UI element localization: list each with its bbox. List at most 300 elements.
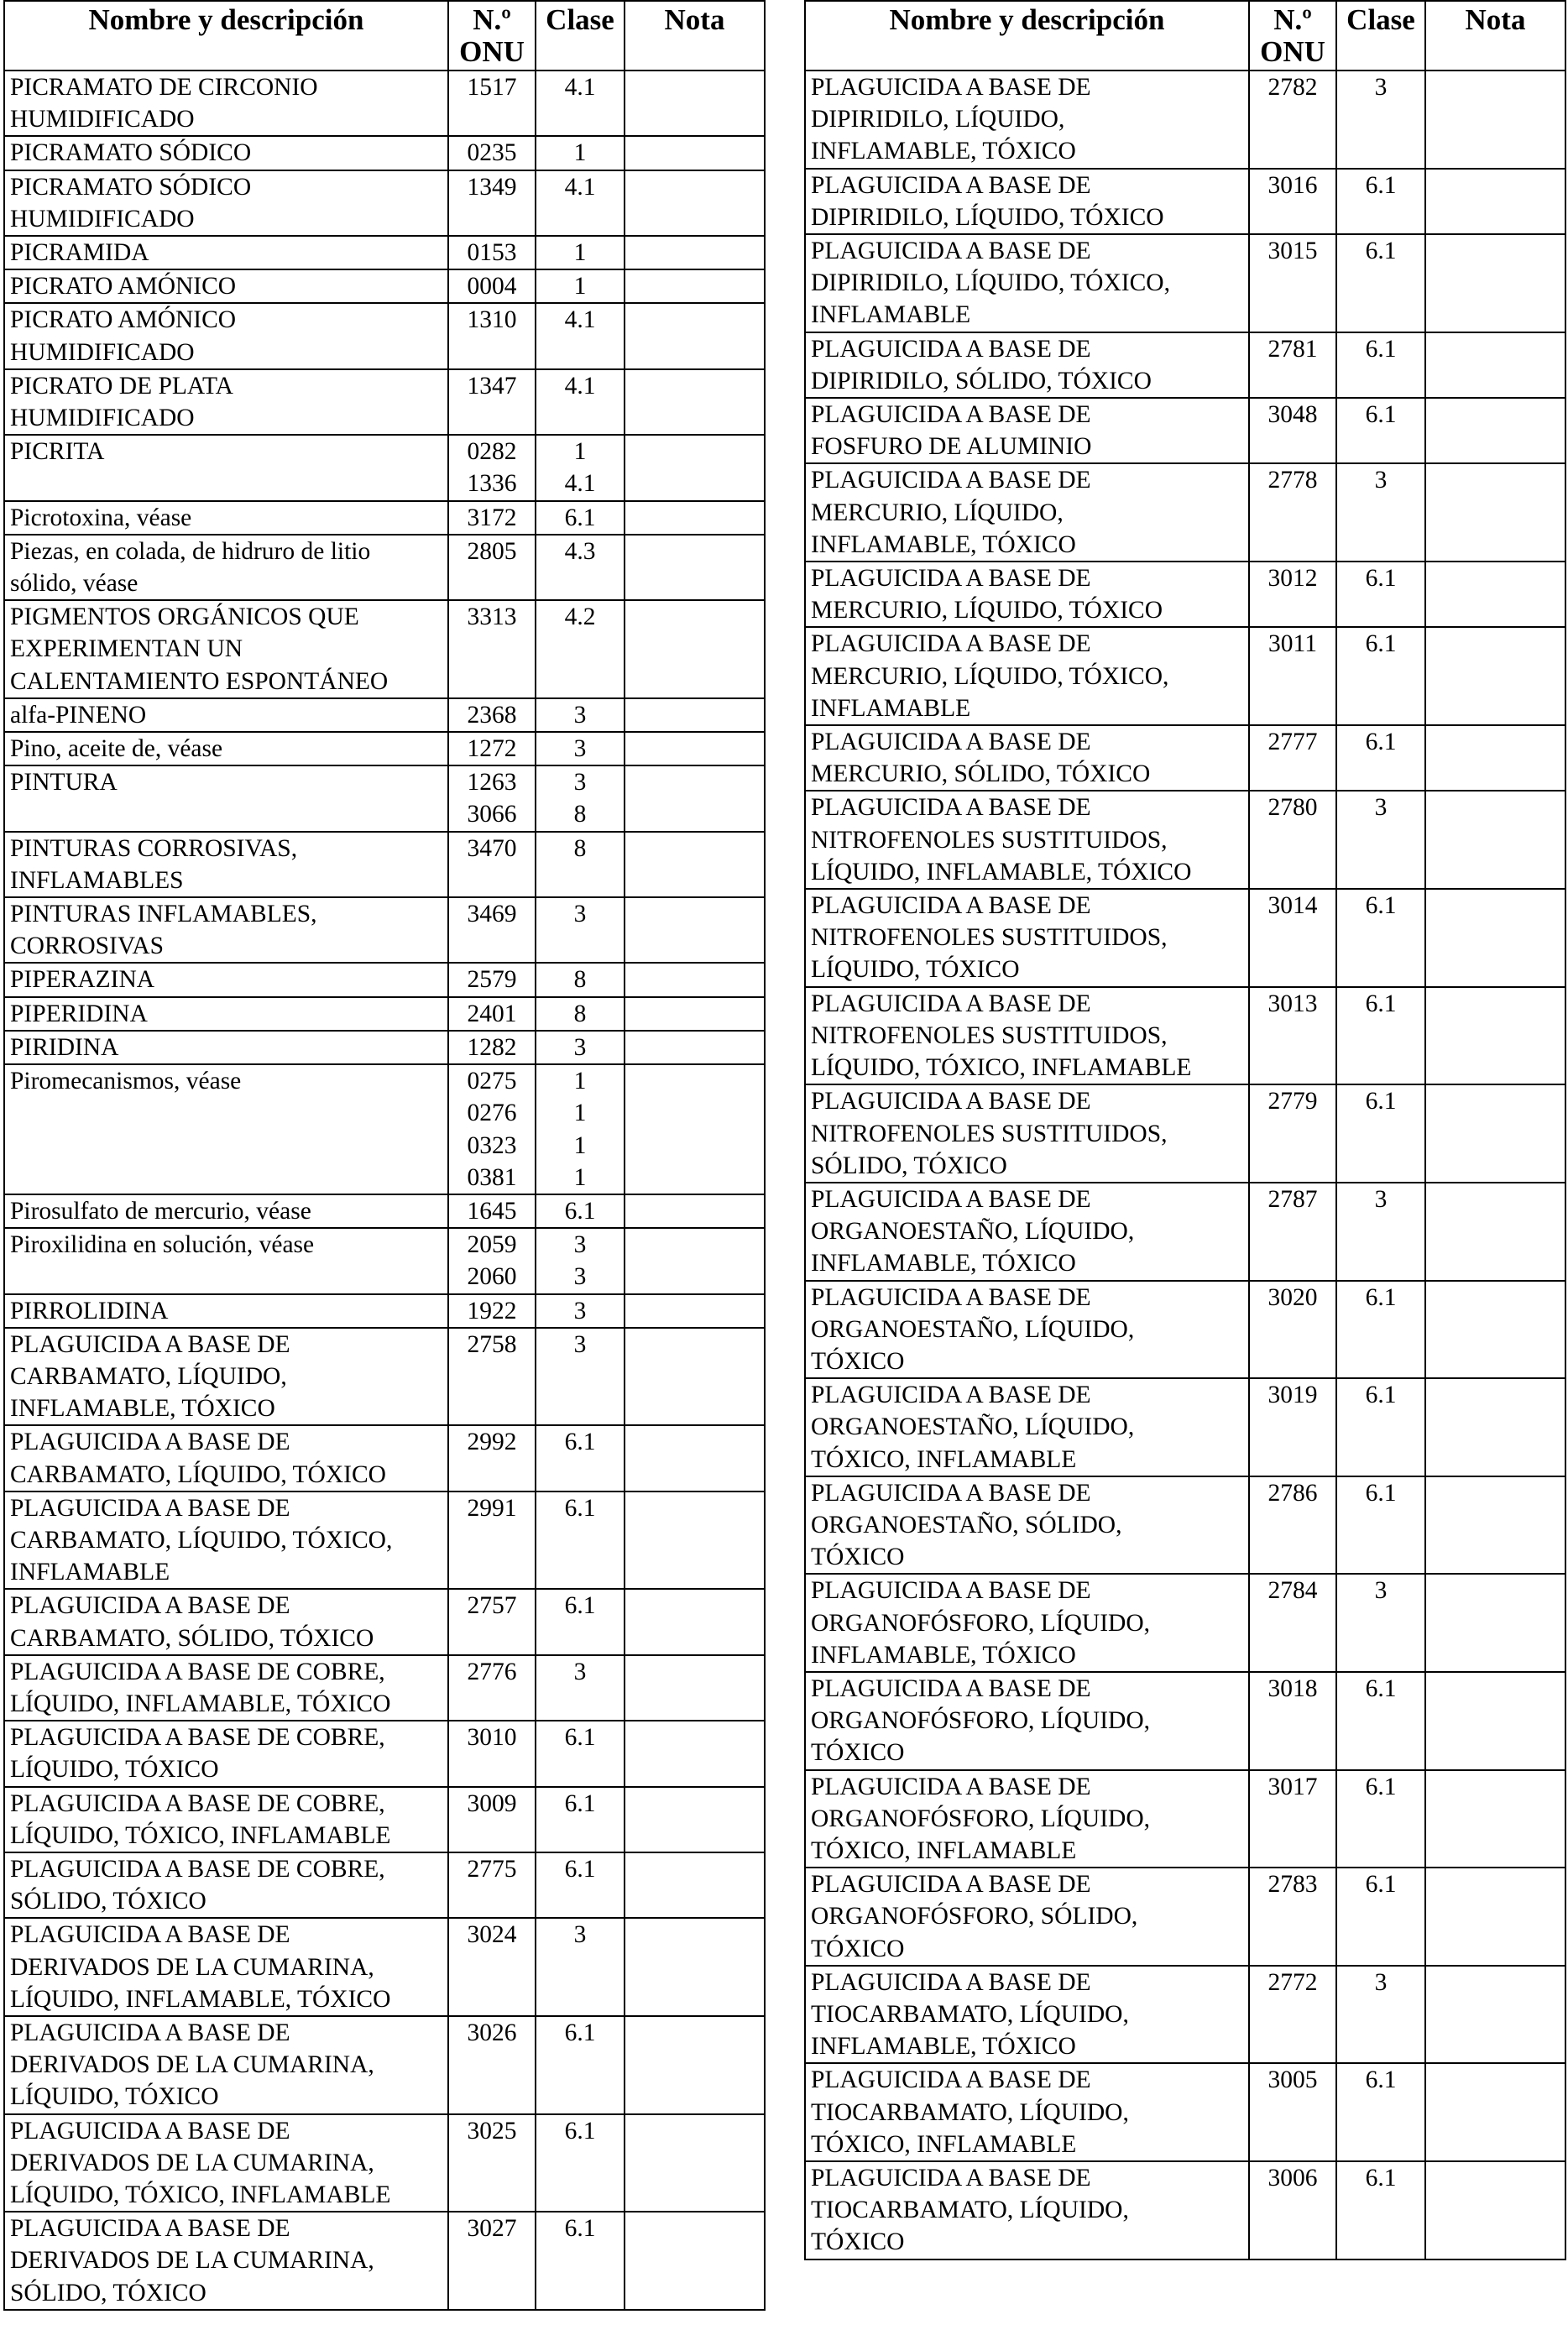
hazard-class: 6.1: [564, 1724, 596, 1752]
hazard-class-cell: [536, 732, 625, 765]
table-row: [4, 963, 765, 996]
note-cell: [625, 535, 765, 600]
un-number-cell: [1249, 889, 1336, 987]
hazard-class: 4.2: [564, 603, 596, 631]
note-cell: [1425, 725, 1565, 791]
table-row: [4, 1031, 765, 1064]
substance-name-cell: [4, 1031, 448, 1064]
substance-name-line: PLAGUICIDA A BASE DE COBRE,: [10, 1855, 385, 1883]
hazard-class: 4.1: [564, 372, 596, 400]
substance-name-line: INFLAMABLES: [10, 866, 184, 894]
un-number: 3015: [1267, 238, 1318, 265]
note-cell: [625, 269, 765, 303]
hazard-class-cell: [1336, 1183, 1425, 1281]
table-header: [4, 1, 765, 71]
hazard-class: 3: [1374, 1968, 1388, 1996]
hazard-class-cell: [536, 1655, 625, 1721]
table-row: [805, 398, 1565, 463]
table-row: [4, 1918, 765, 2016]
un-number: 3011: [1268, 630, 1317, 658]
substance-name-line: PLAGUICIDA A BASE DE: [811, 1674, 1091, 1702]
hazard-class: 3: [573, 701, 587, 729]
header-class: Clase: [1336, 1, 1425, 71]
hazard-class-cell: [536, 170, 625, 236]
substance-name-cell: [805, 725, 1249, 791]
un-number: 0153: [467, 239, 517, 267]
table-row: [4, 369, 765, 435]
substance-name-cell: [4, 1328, 448, 1426]
substance-name-line: PICRITA: [10, 438, 105, 466]
table-body: [805, 71, 1565, 2259]
substance-name-line: CALENTAMIENTO ESPONTÁNEO: [10, 667, 389, 695]
hazard-class: 6.1: [1365, 990, 1397, 1017]
hazard-class: 3: [573, 735, 587, 763]
un-number: 2787: [1267, 1185, 1318, 1213]
substance-name-cell: [805, 1084, 1249, 1183]
note-cell: [1425, 562, 1565, 627]
hazard-class: 8: [573, 966, 587, 994]
hazard-class: 6.1: [1365, 1871, 1397, 1899]
substance-name-line: PLAGUICIDA A BASE DE: [811, 1577, 1091, 1605]
hazard-class-cell: [536, 303, 625, 368]
hazard-class-cell: [536, 435, 625, 500]
note-cell: [625, 501, 765, 535]
substance-name-cell: [4, 1655, 448, 1721]
substance-name-line: Pino, aceite de, véase: [10, 735, 223, 763]
table-row: [805, 791, 1565, 889]
substance-name-line: PINTURAS CORROSIVAS,: [10, 834, 298, 862]
substance-name-line: LÍQUIDO, TÓXICO, INFLAMABLE: [811, 1054, 1192, 1082]
un-number-cell: [1249, 1672, 1336, 1770]
substance-name-line: PLAGUICIDA A BASE DE: [811, 729, 1091, 756]
table-row: [4, 501, 765, 535]
substance-name-cell: [805, 987, 1249, 1085]
table-row: [4, 1589, 765, 1654]
table-row: [805, 1574, 1565, 1672]
un-number: 1347: [467, 372, 517, 400]
hazard-class: 8: [573, 801, 587, 828]
hazard-class-cell: [536, 501, 625, 535]
substance-name-line: PLAGUICIDA A BASE DE: [811, 2066, 1091, 2094]
substance-name-line: LÍQUIDO, TÓXICO, INFLAMABLE: [10, 1821, 391, 1849]
note-cell: [625, 897, 765, 963]
substance-name-line: SÓLIDO, TÓXICO: [10, 1888, 206, 1915]
un-number-cell: [448, 1425, 536, 1491]
substance-name-line: MERCURIO, LÍQUIDO, TÓXICO,: [811, 662, 1169, 690]
substance-name-cell: [805, 627, 1249, 725]
substance-name-line: NITROFENOLES SUSTITUIDOS,: [811, 1120, 1168, 1147]
substance-name-line: PIRROLIDINA: [10, 1297, 169, 1324]
un-number-cell: [448, 170, 536, 236]
substance-name-cell: [805, 1476, 1249, 1575]
substance-name-line: PLAGUICIDA A BASE DE COBRE,: [10, 1658, 385, 1685]
un-number-cell: [448, 535, 536, 600]
substance-name-line: PLAGUICIDA A BASE DE: [811, 1773, 1091, 1800]
substance-name-cell: [4, 1492, 448, 1590]
un-number: 3016: [1267, 171, 1318, 199]
substance-name-line: PLAGUICIDA A BASE DE: [10, 2019, 290, 2046]
substance-name-cell: [4, 1194, 448, 1228]
note-cell: [625, 1194, 765, 1228]
note-cell: [1425, 2161, 1565, 2259]
header-row: [805, 1, 1565, 71]
hazard-class: 1: [573, 273, 587, 300]
un-number: 2782: [1267, 74, 1318, 101]
note-cell: [625, 997, 765, 1031]
substance-name-cell: [805, 332, 1249, 398]
un-number-cell: [1249, 1084, 1336, 1183]
substance-name-cell: [805, 1378, 1249, 1476]
un-number: 2991: [467, 1494, 517, 1522]
table-row: [805, 1476, 1565, 1575]
header-un-number: N.º ONU: [448, 1, 536, 71]
substance-name-line: PINTURAS INFLAMABLES,: [10, 901, 317, 928]
note-cell: [1425, 1966, 1565, 2064]
un-number: 1263: [467, 769, 517, 797]
un-number-cell: [1249, 2063, 1336, 2161]
substance-name-line: INFLAMABLE: [811, 694, 971, 722]
substance-name-cell: [805, 1183, 1249, 1281]
substance-name-line: HUMIDIFICADO: [10, 106, 195, 133]
un-number-cell: [1249, 332, 1336, 398]
hazard-class-cell: [536, 1294, 625, 1328]
substance-name-line: CORROSIVAS: [10, 933, 165, 960]
note-cell: [625, 1294, 765, 1328]
substance-name-line: LÍQUIDO, TÓXICO: [10, 2083, 219, 2111]
un-number: 3027: [467, 2215, 517, 2243]
substance-name-line: TIOCARBAMATO, LÍQUIDO,: [811, 2098, 1129, 2126]
substance-name-line: ORGANOESTAÑO, SÓLIDO,: [811, 1511, 1122, 1539]
table-row: [805, 889, 1565, 987]
note-cell: [625, 1031, 765, 1064]
hazard-class: 1: [573, 1100, 587, 1127]
un-number: 0276: [467, 1100, 517, 1127]
substance-name-line: PLAGUICIDA A BASE DE: [811, 1185, 1091, 1213]
note-cell: [1425, 463, 1565, 562]
hazard-class-cell: [1336, 1476, 1425, 1575]
note-cell: [1425, 791, 1565, 889]
substance-name-cell: [4, 600, 448, 698]
substance-name-line: LÍQUIDO, TÓXICO, INFLAMABLE: [10, 2181, 391, 2208]
substance-name-line: ORGANOFÓSFORO, SÓLIDO,: [811, 1903, 1138, 1930]
substance-name-cell: [805, 562, 1249, 627]
substance-name-line: MERCURIO, LÍQUIDO, TÓXICO: [811, 597, 1163, 624]
substance-name-cell: [805, 234, 1249, 332]
substance-name-line: NITROFENOLES SUSTITUIDOS,: [811, 826, 1168, 854]
substance-name-line: ORGANOESTAÑO, LÍQUIDO,: [811, 1315, 1135, 1343]
hazard-class: 6.1: [1365, 1674, 1397, 1702]
hazard-class-cell: [1336, 463, 1425, 562]
note-cell: [625, 1721, 765, 1786]
hazard-class: 6.1: [564, 1197, 596, 1225]
un-number: 2777: [1267, 729, 1318, 756]
un-number-cell: [448, 997, 536, 1031]
note-cell: [625, 2212, 765, 2310]
substance-name-line: PICRATO DE PLATA: [10, 372, 233, 400]
table-row: [805, 1966, 1565, 2064]
substance-name-cell: [4, 698, 448, 732]
hazard-class: 6.1: [1365, 1283, 1397, 1311]
un-number-cell: [448, 369, 536, 435]
note-cell: [1425, 987, 1565, 1085]
note-cell: [625, 1425, 765, 1491]
hazard-class-cell: [536, 897, 625, 963]
note-cell: [625, 1852, 765, 1918]
substance-name-line: ORGANOFÓSFORO, LÍQUIDO,: [811, 1805, 1151, 1832]
hazard-class-cell: [1336, 169, 1425, 234]
un-number-cell: [448, 236, 536, 269]
note-cell: [625, 963, 765, 996]
hazard-class: 4.1: [564, 74, 596, 101]
hazard-class: 3: [573, 769, 587, 797]
hazard-class: 6.1: [564, 1789, 596, 1817]
hazard-class: 6.1: [564, 2117, 596, 2145]
substance-name-line: INFLAMABLE, TÓXICO: [10, 1395, 275, 1423]
un-number: 2368: [467, 701, 517, 729]
un-number-cell: [1249, 1378, 1336, 1476]
un-number: 2579: [467, 966, 517, 994]
table-row: [805, 562, 1565, 627]
table-row: [4, 269, 765, 303]
hazard-class: 3: [1374, 1185, 1388, 1213]
substance-name-cell: [4, 303, 448, 368]
hazard-class: 1: [573, 1131, 587, 1159]
hazard-class-cell: [1336, 987, 1425, 1085]
note-cell: [625, 1918, 765, 2016]
substance-name-line: NITROFENOLES SUSTITUIDOS,: [811, 1021, 1168, 1049]
un-number: 1517: [467, 74, 517, 101]
header-class: Clase: [536, 1, 625, 71]
note-cell: [625, 1655, 765, 1721]
substance-name-line: INFLAMABLE, TÓXICO: [811, 138, 1076, 165]
substance-name-line: INFLAMABLE: [811, 301, 971, 329]
substance-name-cell: [4, 136, 448, 170]
hazard-class: 8: [573, 834, 587, 862]
un-number-cell: [448, 1589, 536, 1654]
substance-name-line: MERCURIO, SÓLIDO, TÓXICO: [811, 760, 1151, 788]
hazard-class-cell: [536, 1328, 625, 1426]
un-number: 0282: [467, 438, 517, 466]
hazard-class: 3: [573, 1921, 587, 1949]
un-number: 3012: [1267, 565, 1318, 593]
note-cell: [625, 71, 765, 136]
substance-name-cell: [4, 269, 448, 303]
substance-name-line: INFLAMABLE, TÓXICO: [811, 2033, 1076, 2061]
header-note: Nota: [625, 1, 765, 71]
un-number-cell: [448, 269, 536, 303]
substance-name-cell: [4, 765, 448, 831]
un-number: 2758: [467, 1330, 517, 1358]
un-number: 0323: [467, 1131, 517, 1159]
header-row: [4, 1, 765, 71]
substance-name-line: PICRAMIDA: [10, 239, 149, 267]
hazard-class-cell: [1336, 1770, 1425, 1868]
substance-name-cell: [805, 791, 1249, 889]
table-row: [4, 1328, 765, 1426]
un-number-cell: [448, 1852, 536, 1918]
substance-name-line: PLAGUICIDA A BASE DE: [811, 1382, 1091, 1409]
note-cell: [625, 369, 765, 435]
substance-name-line: PICRATO AMÓNICO: [10, 306, 237, 334]
hazard-class-cell: [536, 1194, 625, 1228]
hazard-class-cell: [536, 236, 625, 269]
hazard-class-cell: [536, 1721, 625, 1786]
substance-name-line: Piezas, en colada, de hidruro de litio: [10, 537, 371, 565]
substance-name-line: PLAGUICIDA A BASE DE COBRE,: [10, 1724, 385, 1752]
substance-name-cell: [805, 463, 1249, 562]
substance-name-line: TÓXICO: [811, 1544, 905, 1571]
table-row: [4, 1064, 765, 1194]
substance-name-line: PLAGUICIDA A BASE DE: [811, 1283, 1091, 1311]
un-number: 2778: [1267, 467, 1318, 494]
hazard-class-cell: [1336, 1868, 1425, 1966]
substance-name-cell: [4, 1425, 448, 1491]
hazard-class-cell: [1336, 1672, 1425, 1770]
note-cell: [625, 600, 765, 698]
note-cell: [1425, 332, 1565, 398]
substance-name-line: INFLAMABLE, TÓXICO: [811, 1641, 1076, 1669]
un-number: 2783: [1267, 1871, 1318, 1899]
substance-name-line: LÍQUIDO, TÓXICO: [10, 1756, 219, 1784]
un-number-cell: [448, 136, 536, 170]
un-number-cell: [1249, 1868, 1336, 1966]
hazard-class: 1: [573, 139, 587, 167]
un-number: 1922: [467, 1297, 517, 1324]
un-number-cell: [448, 2016, 536, 2114]
hazard-class: 6.1: [1365, 1382, 1397, 1409]
substance-name-line: Piromecanismos, véase: [10, 1068, 242, 1095]
un-number-cell: [1249, 791, 1336, 889]
substance-name-line: PLAGUICIDA A BASE DE: [811, 630, 1091, 658]
substance-name-cell: [4, 71, 448, 136]
hazard-class-cell: [536, 136, 625, 170]
substance-name-line: PICRATO AMÓNICO: [10, 273, 237, 300]
un-number: 3018: [1267, 1674, 1318, 1702]
substance-name-cell: [805, 1966, 1249, 2064]
table-row: [4, 1852, 765, 1918]
substance-name-line: PIPERIDINA: [10, 1000, 148, 1027]
header-name: Nombre y descripción: [805, 1, 1249, 71]
un-number-cell: [1249, 725, 1336, 791]
un-number-cell: [1249, 463, 1336, 562]
substance-name-line: PLAGUICIDA A BASE DE: [811, 2165, 1091, 2192]
un-number: 2775: [467, 1855, 517, 1883]
hazard-class-cell: [1336, 889, 1425, 987]
hazard-class: 6.1: [564, 2215, 596, 2243]
hazard-class: 6.1: [1365, 565, 1397, 593]
substance-name-line: PLAGUICIDA A BASE DE: [811, 335, 1091, 363]
note-cell: [625, 435, 765, 500]
substance-name-line: alfa-PINENO: [10, 701, 147, 729]
un-number: 3014: [1267, 892, 1318, 920]
substance-name-cell: [4, 832, 448, 897]
table-row: [4, 832, 765, 897]
substance-name-line: TÓXICO: [811, 2228, 905, 2256]
note-cell: [1425, 398, 1565, 463]
substance-name-line: HUMIDIFICADO: [10, 338, 195, 366]
un-number: 1349: [467, 173, 517, 201]
hazard-class: 6.1: [1365, 401, 1397, 429]
substance-name-cell: [805, 398, 1249, 463]
note-cell: [1425, 1868, 1565, 1966]
hazard-class-cell: [536, 1852, 625, 1918]
note-cell: [1425, 71, 1565, 169]
substance-name-cell: [4, 997, 448, 1031]
un-number: 3020: [1267, 1283, 1318, 1311]
un-number: 3019: [1267, 1382, 1318, 1409]
hazard-class: 4.3: [564, 537, 596, 565]
substance-name-line: LÍQUIDO, TÓXICO: [811, 956, 1020, 984]
substance-name-line: TÓXICO: [811, 1739, 905, 1767]
note-cell: [625, 765, 765, 831]
table-row: [4, 1228, 765, 1293]
un-number-cell: [1249, 1281, 1336, 1379]
hazard-class: 3: [573, 901, 587, 928]
hazard-class-cell: [536, 269, 625, 303]
table-row: [805, 1770, 1565, 1868]
table-row: [805, 234, 1565, 332]
un-number-cell: [448, 897, 536, 963]
hazard-class: 6.1: [564, 504, 596, 531]
hazard-class-cell: [536, 600, 625, 698]
substance-name-line: PLAGUICIDA A BASE DE: [811, 74, 1091, 101]
substance-name-cell: [805, 1770, 1249, 1868]
substance-name-line: CARBAMATO, LÍQUIDO, TÓXICO,: [10, 1526, 393, 1554]
un-number: 3048: [1267, 401, 1318, 429]
hazard-class: 3: [573, 1297, 587, 1324]
un-number-cell: [1249, 169, 1336, 234]
substance-name-line: SÓLIDO, TÓXICO: [10, 2279, 206, 2306]
substance-name-line: ORGANOESTAÑO, LÍQUIDO,: [811, 1218, 1135, 1246]
un-number: 2757: [467, 1592, 517, 1620]
table-row: [805, 987, 1565, 1085]
hazard-class-cell: [1336, 234, 1425, 332]
un-number-cell: [448, 1721, 536, 1786]
un-number-cell: [448, 600, 536, 698]
hazard-class-cell: [536, 1425, 625, 1491]
note-cell: [625, 832, 765, 897]
hazard-class: 6.1: [1365, 335, 1397, 363]
hazard-class: 1: [573, 438, 587, 466]
substance-name-line: ORGANOFÓSFORO, LÍQUIDO,: [811, 1707, 1151, 1735]
un-number-cell: [1249, 1966, 1336, 2064]
hazard-class-cell: [536, 1228, 625, 1293]
substance-name-line: PLAGUICIDA A BASE DE: [811, 892, 1091, 920]
substance-name-cell: [4, 2016, 448, 2114]
substance-name-line: ORGANOFÓSFORO, LÍQUIDO,: [811, 1609, 1151, 1637]
substance-name-line: PLAGUICIDA A BASE DE: [811, 171, 1091, 199]
hazard-class-cell: [1336, 71, 1425, 169]
hazard-class-cell: [536, 698, 625, 732]
hazard-class-cell: [536, 2114, 625, 2212]
substance-name-line: TÓXICO, INFLAMABLE: [811, 1836, 1077, 1864]
note-cell: [1425, 1476, 1565, 1575]
table-row: [4, 2016, 765, 2114]
hazard-class: 6.1: [1365, 2066, 1397, 2094]
un-number-cell: [448, 765, 536, 831]
hazard-class-cell: [536, 1589, 625, 1654]
note-cell: [625, 2016, 765, 2114]
hazard-class: 6.1: [564, 2019, 596, 2046]
substance-name-line: EXPERIMENTAN UN: [10, 635, 243, 663]
un-number: 0381: [467, 1163, 517, 1191]
un-number-cell: [448, 1228, 536, 1293]
hazard-class-cell: [536, 832, 625, 897]
hazard-class: 6.1: [1365, 2165, 1397, 2192]
un-number: 2779: [1267, 1088, 1318, 1115]
hazard-class: 3: [573, 1263, 587, 1291]
note-cell: [625, 1492, 765, 1590]
